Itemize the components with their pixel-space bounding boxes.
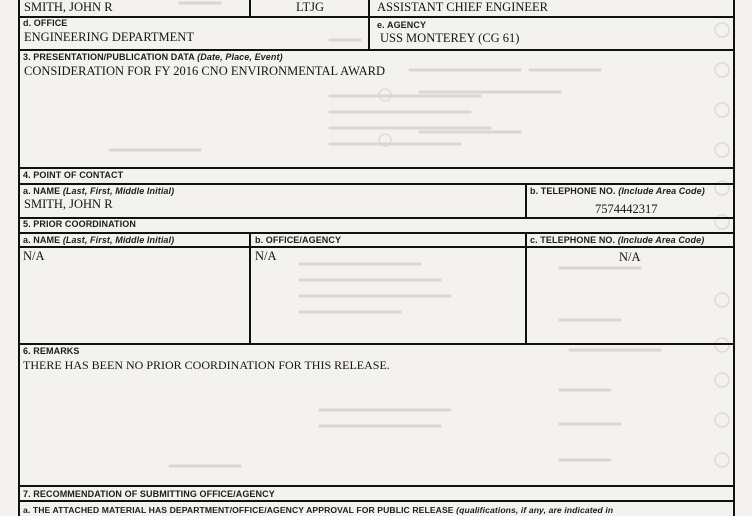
section5-name-value: N/A <box>23 249 45 263</box>
rule-office-divider <box>368 16 370 50</box>
top-name-value: SMITH, JOHN R <box>24 0 113 14</box>
section6-value: THERE HAS BEEN NO PRIOR COORDINATION FOR THIS RELEASE. <box>23 358 390 372</box>
rule-section5-bottom <box>18 343 734 345</box>
section5-name-label: a. NAME (Last, First, Middle Initial) <box>23 235 175 245</box>
section5-office-label: b. OFFICE/AGENCY <box>255 235 342 245</box>
rule-section3-bottom <box>18 167 734 169</box>
section7-a-text: a. THE ATTACHED MATERIAL HAS DEPARTMENT/OFFICE/AGENCY APPROVAL FOR PUBLIC RELEASE (qualifications, if any, are indicated in <box>23 505 614 515</box>
agency-value: USS MONTEREY (CG 61) <box>380 31 520 45</box>
rule-top-row-bottom <box>18 16 734 18</box>
section5-office-value: N/A <box>255 249 277 263</box>
rule-section4-divider <box>525 183 527 218</box>
section4-name-label: a. NAME (Last, First, Middle Initial) <box>23 186 175 196</box>
section3-value: CONSIDERATION FOR FY 2016 CNO ENVIRONMENTAL AWARD <box>24 64 385 78</box>
section5-label: 5. PRIOR COORDINATION <box>23 219 136 229</box>
section5-name-label-note: (Last, First, Middle Initial) <box>62 235 175 245</box>
section7-label: 7. RECOMMENDATION OF SUBMITTING OFFICE/AGENCY <box>23 489 275 499</box>
rule-section5-divider-1 <box>249 232 251 344</box>
rule-left-edge <box>18 0 20 516</box>
rule-section6-bottom <box>18 485 734 487</box>
top-grade-value: LTJG <box>296 0 325 14</box>
rule-section5-subheader-bottom <box>18 246 734 248</box>
rule-office-bottom <box>18 49 734 51</box>
rule-right-edge <box>733 0 735 516</box>
section4-name-label-note: (Last, First, Middle Initial) <box>62 186 175 196</box>
section6-label: 6. REMARKS <box>23 346 80 356</box>
section4-label: 4. POINT OF CONTACT <box>23 170 124 180</box>
top-title-value: ASSISTANT CHIEF ENGINEER <box>377 0 548 14</box>
section4-name-value: SMITH, JOHN R <box>24 197 113 211</box>
section5-phone-label-note: (Include Area Code) <box>617 235 705 245</box>
office-label: d. OFFICE <box>23 18 68 28</box>
rule-section7-header-bottom <box>18 500 734 502</box>
section5-phone-label: c. TELEPHONE NO. (Include Area Code) <box>530 235 705 245</box>
agency-label: e. AGENCY <box>377 20 427 30</box>
rule-top-col1 <box>249 0 251 17</box>
section4-phone-value: 7574442317 <box>595 202 658 216</box>
section7-a-note: (qualifications, if any, are indicated in <box>456 505 614 515</box>
rule-top-col2 <box>368 0 370 17</box>
section3-label: 3. PRESENTATION/PUBLICATION DATA (Date, Place, Event) <box>23 52 283 62</box>
rule-section5-divider-2 <box>525 232 527 344</box>
rule-section4-header-bottom <box>18 183 734 185</box>
office-value: ENGINEERING DEPARTMENT <box>24 30 194 44</box>
section5-phone-value: N/A <box>619 250 641 264</box>
section4-phone-label: b. TELEPHONE NO. (Include Area Code) <box>530 186 705 196</box>
rule-section5-header-bottom <box>18 232 734 234</box>
section4-phone-label-note: (Include Area Code) <box>618 186 705 196</box>
section3-label-note: (Date, Place, Event) <box>197 52 283 62</box>
